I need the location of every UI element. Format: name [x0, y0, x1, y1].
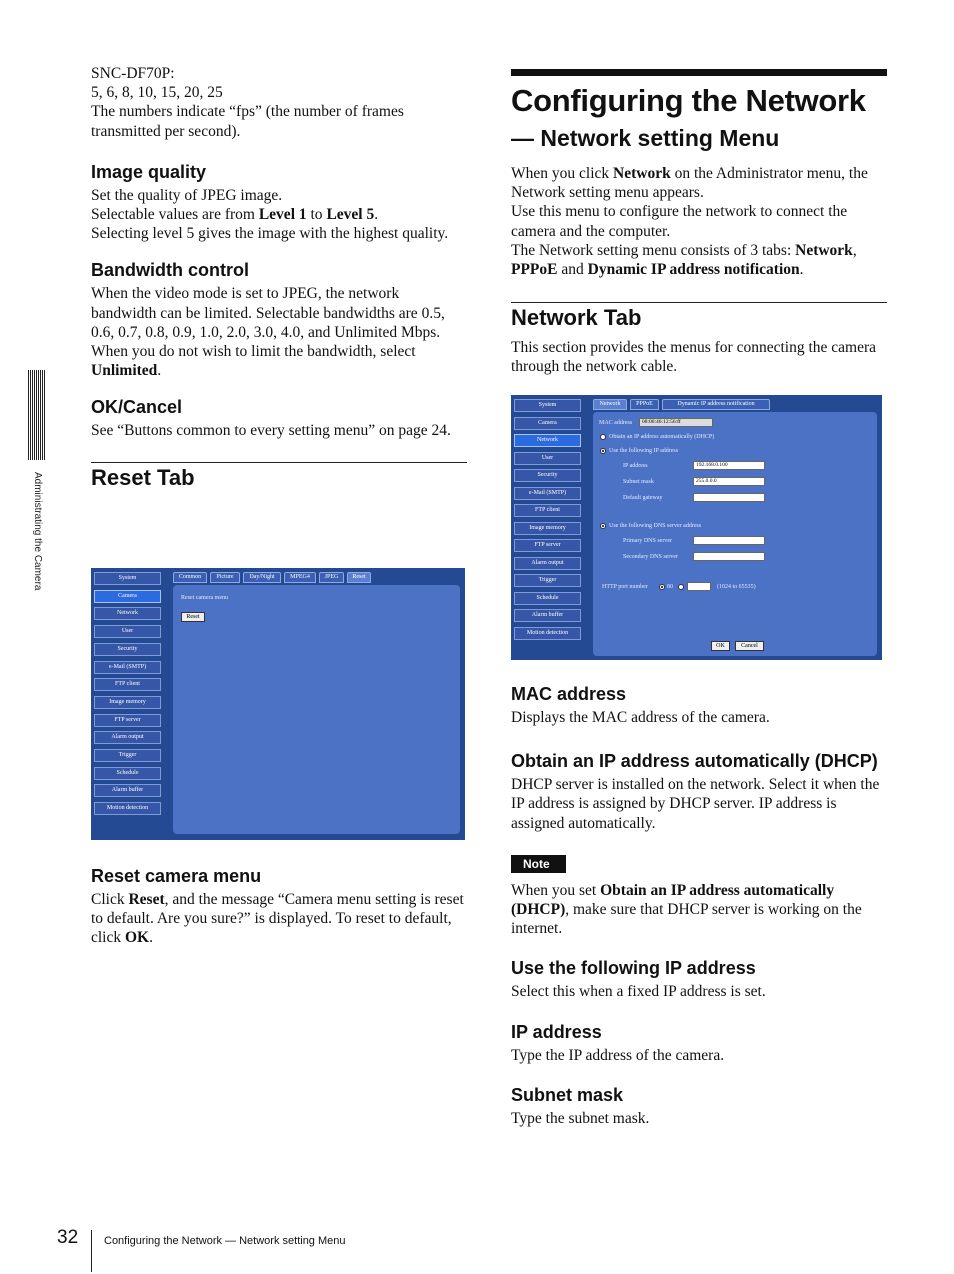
- right-column: [511, 64, 887, 377]
- sidebar-item-alarm-output[interactable]: Alarm output: [94, 731, 161, 744]
- use-following-heading: Use the following IP address: [511, 958, 756, 979]
- http-port-input[interactable]: [687, 582, 711, 591]
- dhcp-heading: Obtain an IP address automatically (DHCP): [511, 751, 878, 772]
- frame-rate-intro: SNC-DF70P: 5, 6, 8, 10, 15, 20, 25 The numbers indicate “fps” (the number of frames transmitted per second).: [91, 65, 404, 140]
- image-quality-text: Set the quality of JPEG image. Selectable values are from Level 1 to Level 5. Selecting level 5 gives the image with the highest quality.: [91, 186, 449, 243]
- sidebar-item-security[interactable]: Security: [94, 643, 161, 656]
- reset-tab-heading: Reset Tab: [91, 462, 467, 491]
- reset-panel-title: Reset camera menu: [181, 595, 228, 601]
- sidebar-item-e-mail-smtp[interactable]: e-Mail (SMTP): [94, 661, 161, 674]
- reset-button[interactable]: Reset: [181, 612, 205, 622]
- http-default-radio[interactable]: [659, 584, 665, 590]
- sidebar-item-trigger[interactable]: Trigger: [514, 574, 581, 587]
- note-label: Note: [511, 855, 566, 873]
- use-following-label: Use the following IP address: [609, 448, 679, 454]
- http-custom-radio[interactable]: [678, 584, 684, 590]
- sidebar-item-ftp-server[interactable]: FTP server: [94, 714, 161, 727]
- reset-camera-menu-heading: Reset camera menu: [91, 866, 262, 886]
- mac-heading: MAC address: [511, 684, 627, 704]
- ip-input[interactable]: 192.168.0.100: [693, 461, 765, 470]
- ip-heading: IP address: [511, 1021, 602, 1042]
- sidebar-item-ftp-server[interactable]: FTP server: [514, 539, 581, 552]
- use-following-text: Select this when a fixed IP address is set.: [511, 983, 766, 1001]
- sidebar-item-motion-detection[interactable]: Motion detection: [94, 802, 161, 815]
- footer-divider: [91, 1230, 92, 1272]
- dhcp-text: DHCP server is installed on the network. Select it when the IP address is assigned by DHCP server. IP address is assigned automatically.: [511, 776, 880, 832]
- sidebar-item-user[interactable]: User: [514, 452, 581, 465]
- reset-tab-screenshot: [91, 568, 465, 840]
- network-tab-heading: Network Tab: [511, 302, 887, 331]
- reset-camera-menu-text: Click Reset, and the message “Camera menu setting is reset to default. Are you sure?” is displayed. To reset to default, click OK.: [91, 891, 464, 947]
- footer-text: Configuring the Network — Network setting Menu: [104, 1235, 346, 1247]
- sidebar-item-schedule[interactable]: Schedule: [94, 767, 161, 780]
- subnet-heading: Subnet mask: [511, 1084, 624, 1105]
- sidebar-item-image-memory[interactable]: Image memory: [514, 522, 581, 535]
- image-quality-heading: Image quality: [91, 161, 207, 182]
- use-following-radio[interactable]: [600, 448, 606, 454]
- sidebar-item-camera[interactable]: Camera: [514, 417, 581, 430]
- tab-reset[interactable]: Reset: [347, 572, 371, 583]
- network-tab-screenshot: [511, 395, 882, 660]
- page-title: Configuring the Network: [511, 83, 866, 118]
- http-range: (1024 to 65535): [717, 584, 756, 590]
- left-column: [91, 64, 467, 491]
- ip-text: Type the IP address of the camera.: [511, 1046, 725, 1064]
- ok-cancel-heading: OK/Cancel: [91, 397, 183, 418]
- sidebar-item-network[interactable]: Network: [94, 607, 161, 620]
- sidebar-item-system[interactable]: System: [94, 572, 161, 585]
- tab-day-night[interactable]: Day/Night: [243, 572, 281, 583]
- subnet-label: Subnet mask: [623, 479, 654, 485]
- obtain-auto-label: Obtain an IP address automatically (DHCP): [609, 434, 715, 440]
- gateway-input[interactable]: [693, 493, 765, 502]
- sidebar-item-ftp-client[interactable]: FTP client: [94, 678, 161, 691]
- sidebar-item-alarm-output[interactable]: Alarm output: [514, 557, 581, 570]
- http-default-value: 80: [667, 584, 673, 590]
- tab-picture[interactable]: Picture: [210, 572, 240, 583]
- side-tab-stripes: [28, 370, 46, 460]
- reset-panel: [173, 585, 460, 834]
- dns-radio[interactable]: [600, 523, 606, 529]
- network-tab-text: This section provides the menus for connecting the camera through the network cable.: [511, 339, 876, 376]
- tab-network[interactable]: Network: [593, 399, 627, 410]
- sidebar-item-e-mail-smtp[interactable]: e-Mail (SMTP): [514, 487, 581, 500]
- sidebar-item-schedule[interactable]: Schedule: [514, 592, 581, 605]
- note-text: When you set Obtain an IP address automatically (DHCP), make sure that DHCP server is working on the internet.: [511, 881, 862, 938]
- cancel-button[interactable]: Cancel: [735, 641, 764, 651]
- tab-common[interactable]: Common: [173, 572, 207, 583]
- ok-cancel-text: See “Buttons common to every setting menu” on page 24.: [91, 422, 451, 440]
- gateway-label: Default gateway: [623, 495, 663, 501]
- page-subtitle: — Network setting Menu: [511, 125, 780, 151]
- ok-button[interactable]: OK: [711, 641, 730, 651]
- secondary-dns-input[interactable]: [693, 552, 765, 561]
- sidebar-item-alarm-buffer[interactable]: Alarm buffer: [514, 609, 581, 622]
- tab-mpeg4[interactable]: MPEG4: [284, 572, 316, 583]
- http-port-label: HTTP port number: [602, 584, 648, 590]
- ip-label: IP address: [623, 463, 648, 469]
- sidebar-item-motion-detection[interactable]: Motion detection: [514, 627, 581, 640]
- bandwidth-heading: Bandwidth control: [91, 260, 249, 281]
- subnet-text: Type the subnet mask.: [511, 1109, 650, 1127]
- secondary-dns-label: Secondary DNS server: [623, 554, 678, 560]
- primary-dns-label: Primary DNS server: [623, 538, 672, 544]
- tab-pppoe[interactable]: PPPoE: [630, 399, 659, 410]
- sidebar-item-security[interactable]: Security: [514, 469, 581, 482]
- sidebar-item-network[interactable]: Network: [514, 434, 581, 447]
- primary-dns-input[interactable]: [693, 536, 765, 545]
- obtain-auto-radio[interactable]: [600, 434, 606, 440]
- side-tab-label: Administrating the Camera: [32, 472, 43, 591]
- sidebar-item-ftp-client[interactable]: FTP client: [514, 504, 581, 517]
- mac-text: Displays the MAC address of the camera.: [511, 709, 770, 726]
- sidebar-item-camera[interactable]: Camera: [94, 590, 161, 603]
- tab-jpeg[interactable]: JPEG: [319, 572, 344, 583]
- dns-label: Use the following DNS server address: [609, 523, 702, 529]
- sidebar-item-trigger[interactable]: Trigger: [94, 749, 161, 762]
- mac-value: 08:00:46:12:56:ff: [639, 418, 713, 427]
- right-column-lower: [511, 684, 887, 1128]
- intro-text: When you click Network on the Administrator menu, the Network setting menu appears. Use this menu to configure the network to connect the camera and the computer. The Network setting menu consists of 3 tabs: Network, PPPoE and Dynamic IP address notification.: [511, 165, 868, 279]
- tab-dynamic-ip-address-notification[interactable]: Dynamic IP address notification: [662, 399, 770, 410]
- sidebar-item-user[interactable]: User: [94, 625, 161, 638]
- sidebar-item-alarm-buffer[interactable]: Alarm buffer: [94, 784, 161, 797]
- sidebar-item-system[interactable]: System: [514, 399, 581, 412]
- mac-label: MAC address: [599, 420, 633, 426]
- bandwidth-text: When the video mode is set to JPEG, the network bandwidth can be limited. Selectable bandwidths are 0.5, 0.6, 0.7, 0.8, 0.9, 1.0, 2.0, 3.0, 4.0, and Unlimited Mbps. When you do not wish to limit the bandwidth, select Unlimited.: [91, 285, 445, 380]
- sidebar-item-image-memory[interactable]: Image memory: [94, 696, 161, 709]
- reset-camera-menu-section: [91, 866, 467, 948]
- title-rule: [511, 69, 887, 76]
- page-number: 32: [57, 1227, 79, 1248]
- subnet-input[interactable]: 255.0.0.0: [693, 477, 765, 486]
